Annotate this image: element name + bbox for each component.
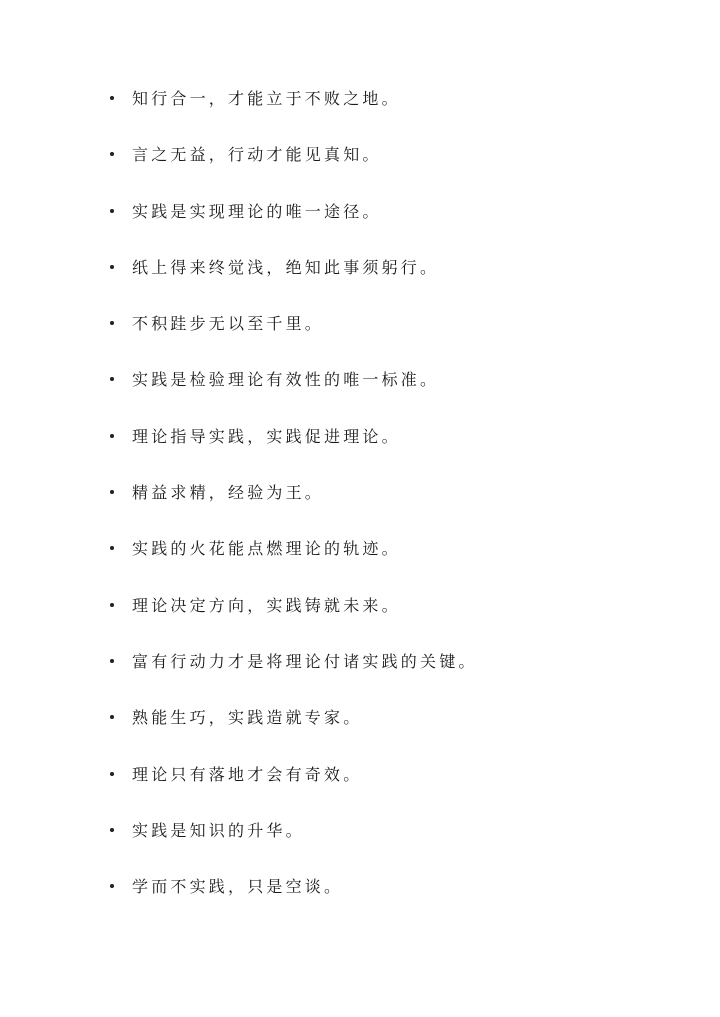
bullet-icon [110, 434, 114, 438]
bullet-icon [110, 377, 114, 381]
quote-text: 言之无益，行动才能见真知。 [132, 145, 382, 165]
list-item [0, 253, 720, 309]
list-item [0, 703, 720, 759]
list-item [0, 591, 720, 647]
list-item [0, 647, 720, 703]
quote-text: 实践是检验理论有效性的唯一标准。 [132, 370, 440, 390]
quote-text: 富有行动力才是将理论付诸实践的关键。 [132, 651, 478, 671]
list-item [0, 84, 720, 140]
list-item [0, 197, 720, 253]
quote-text: 理论决定方向，实践铸就未来。 [132, 595, 401, 615]
list-item [0, 872, 720, 928]
bullet-icon [110, 659, 114, 663]
bullet-icon [110, 265, 114, 269]
quote-text: 不积跬步无以至千里。 [132, 314, 325, 334]
quote-text: 理论只有落地才会有奇效。 [132, 764, 363, 784]
bullet-icon [110, 152, 114, 156]
quote-text: 理论指导实践，实践促进理论。 [132, 426, 401, 446]
list-item [0, 534, 720, 590]
quote-text: 实践是知识的升华。 [132, 820, 305, 840]
bullet-icon [110, 546, 114, 550]
quote-text: 知行合一，才能立于不败之地。 [132, 89, 401, 108]
quote-list [0, 84, 720, 928]
bullet-icon [110, 715, 114, 719]
list-item [0, 760, 720, 816]
list-item [0, 365, 720, 421]
quote-text: 精益求精，经验为王。 [132, 483, 325, 503]
quote-text: 纸上得来终觉浅，绝知此事须躬行。 [132, 257, 440, 277]
bullet-icon [110, 828, 114, 832]
quote-text: 实践的火花能点燃理论的轨迹。 [132, 539, 401, 559]
bullet-icon [110, 884, 114, 888]
list-item [0, 816, 720, 872]
list-item [0, 422, 720, 478]
list-item [0, 309, 720, 365]
bullet-icon [110, 209, 114, 213]
bullet-icon [110, 96, 114, 100]
list-item [0, 140, 720, 196]
quote-text: 熟能生巧，实践造就专家。 [132, 708, 363, 728]
quote-text: 实践是实现理论的唯一途径。 [132, 201, 382, 221]
bullet-icon [110, 603, 114, 607]
quote-text: 学而不实践，只是空谈。 [132, 877, 344, 897]
list-item [0, 478, 720, 534]
bullet-icon [110, 772, 114, 776]
bullet-icon [110, 321, 114, 325]
bullet-icon [110, 490, 114, 494]
